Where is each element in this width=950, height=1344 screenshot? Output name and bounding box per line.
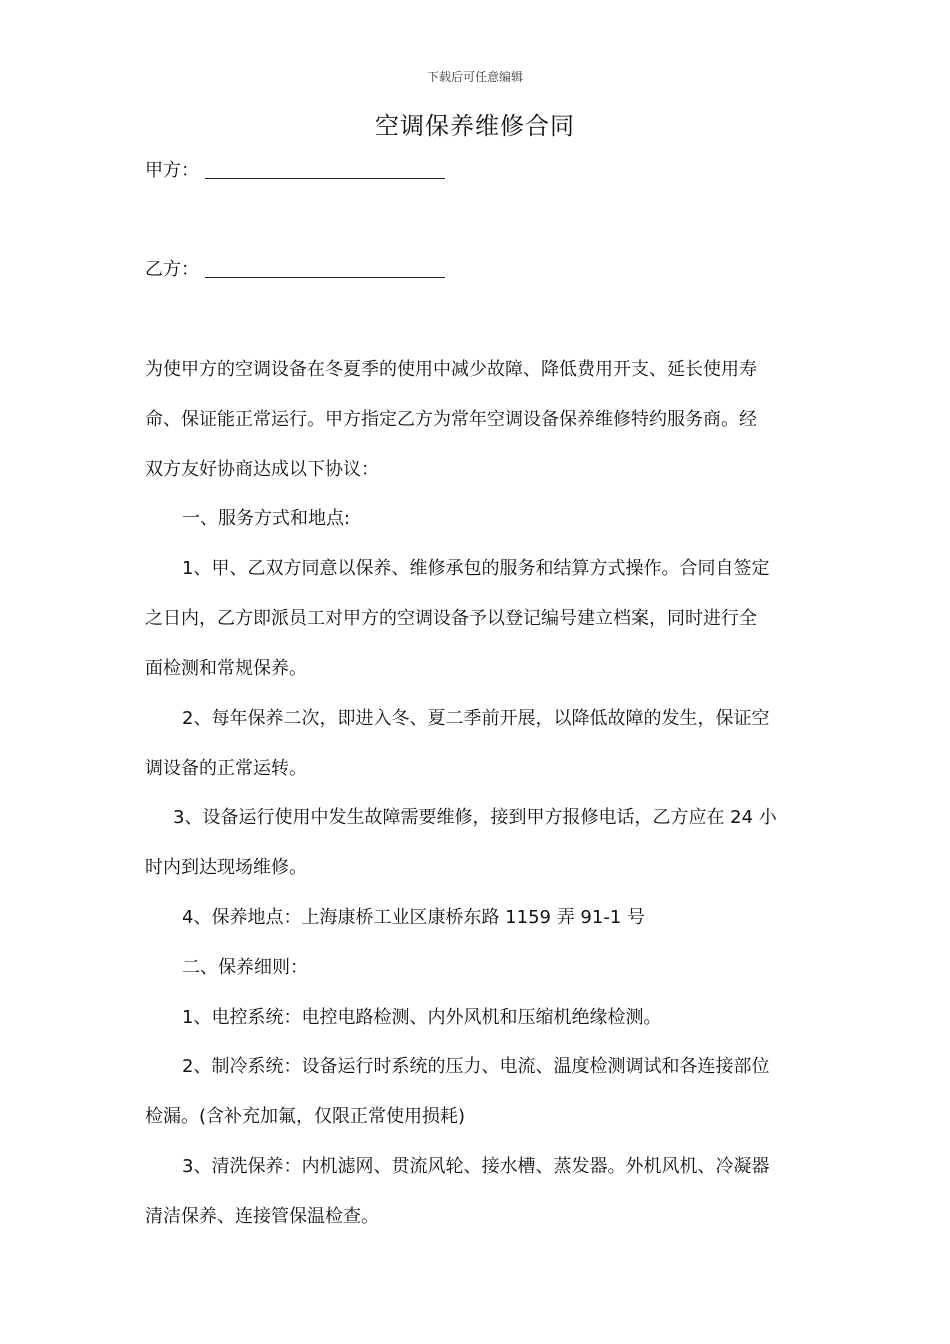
s2-item1-line: 1、电控系统：电控电路检测、内外风机和压缩机绝缘检测。 — [182, 1007, 662, 1028]
s2-item3-line: 3、清洗保养：内机滤网、贯流风轮、接水槽、蒸发器。外机风机、冷凝器 — [182, 1156, 770, 1177]
s1-item2-line: 2、每年保养二次，即进入冬、夏二季前开展，以降低故障的发生，保证空 — [182, 708, 770, 729]
party-b-row — [145, 257, 810, 283]
document-title: 空调保养维修合同 — [375, 112, 575, 140]
intro-line: 命、保证能正常运行。甲方指定乙方为常年空调设备保养维修特约服务商。经 — [145, 409, 757, 430]
s1-item1-line: 1、甲、乙双方同意以保养、维修承包的服务和结算方式操作。合同自签定 — [182, 558, 770, 579]
intro-line: 双方友好协商达成以下协议： — [145, 459, 379, 480]
party-a-row — [145, 158, 810, 184]
s1-item1-line: 面检测和常规保养。 — [145, 658, 307, 679]
s1-item2-line: 调设备的正常运转。 — [145, 758, 307, 779]
s2-item3-line: 清洁保养、连接管保温检查。 — [145, 1206, 379, 1227]
party-b-blank-line — [205, 277, 445, 278]
section-2-heading: 二、保养细则： — [182, 957, 308, 978]
party-a-blank-line — [205, 178, 445, 179]
section-1-heading: 一、服务方式和地点: — [182, 508, 351, 529]
s2-item2-line: 2、制冷系统：设备运行时系统的压力、电流、温度检测调试和各连接部位 — [182, 1056, 770, 1077]
s2-item2-line: 检漏。(含补充加氟，仅限正常使用损耗) — [145, 1106, 466, 1127]
s1-item1-line: 之日内，乙方即派员工对甲方的空调设备予以登记编号建立档案，同时进行全 — [145, 608, 757, 629]
s1-item3-line: 3、设备运行使用中发生故障需要维修，接到甲方报修电话，乙方应在 24 小 — [173, 807, 777, 828]
header-note: 下载后可任意编辑 — [426, 70, 523, 84]
party-a-label: 甲方： — [145, 160, 199, 181]
party-b-label: 乙方： — [145, 259, 199, 280]
s1-item3-line: 时内到达现场维修。 — [145, 857, 307, 878]
intro-line: 为使甲方的空调设备在冬夏季的使用中减少故障、降低费用开支、延长使用寿 — [145, 359, 757, 380]
s1-item4-line: 4、保养地点：上海康桥工业区康桥东路 1159 弄 91-1 号 — [182, 907, 645, 928]
